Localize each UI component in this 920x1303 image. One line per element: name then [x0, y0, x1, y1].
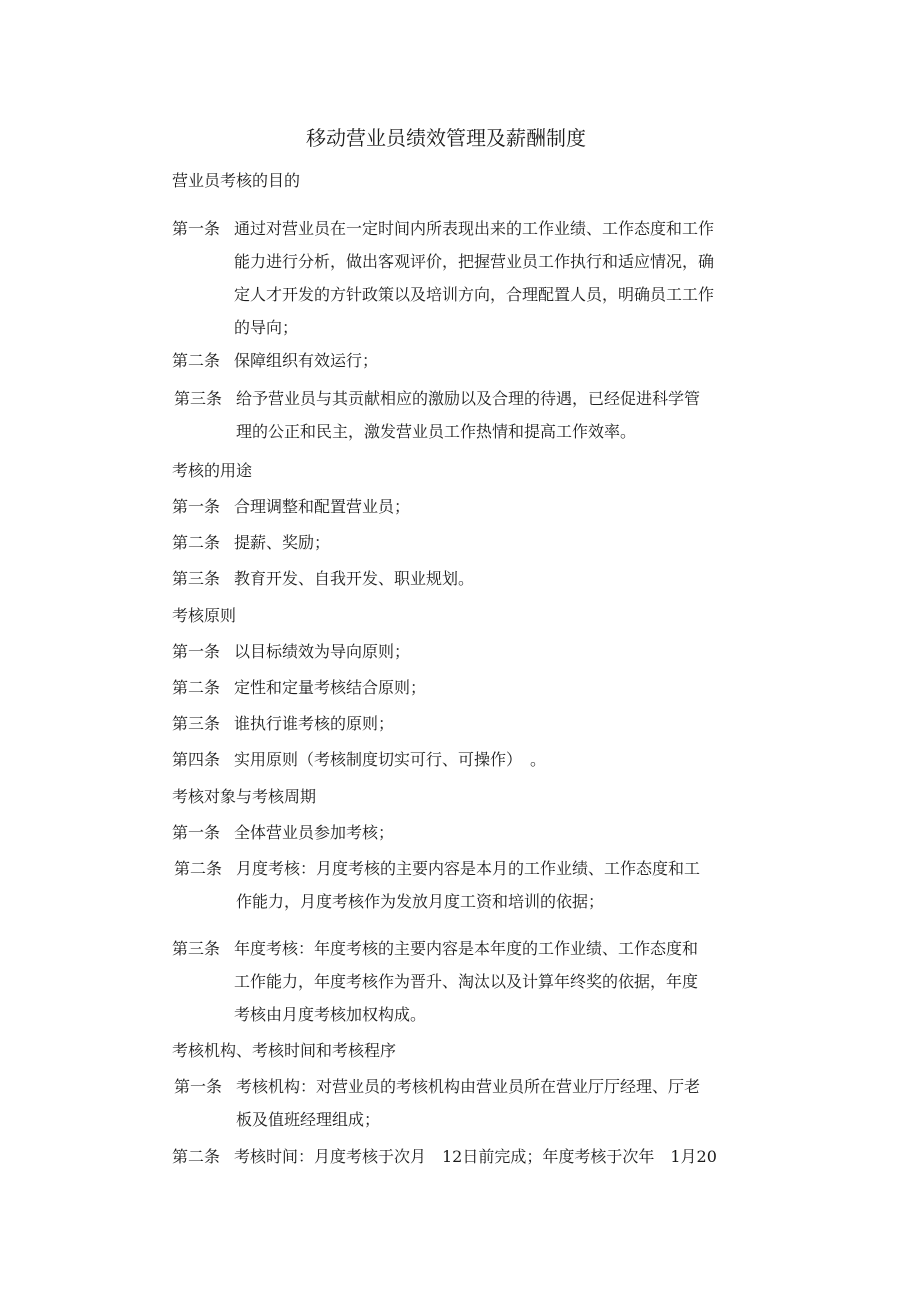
article-text: [236, 382, 776, 448]
article: [172, 212, 792, 344]
text-line: 年度考核：年度考核的主要内容是本年度的工作业绩、工作态度和: [234, 939, 699, 958]
text-line: 板及值班经理组成；: [236, 1110, 381, 1129]
article-number: 第三条: [172, 939, 221, 958]
article-number: 第三条: [172, 714, 221, 733]
article-text: [236, 852, 776, 918]
article: [172, 526, 792, 559]
text-line: 通过对营业员在一定时间内所表现出来的工作业绩、工作态度和工作: [234, 219, 715, 238]
article-text: [234, 932, 774, 1031]
article-text: 保障组织有效运行；: [234, 351, 379, 370]
article-text: 合理调整和配置营业员；: [234, 497, 411, 516]
article: [172, 671, 792, 704]
article-text: [234, 212, 774, 344]
article-text: 教育开发、自我开发、职业规划。: [234, 569, 475, 588]
article: [172, 635, 792, 668]
article: [172, 816, 792, 849]
section-heading: 考核对象与考核周期: [172, 787, 317, 806]
article-text: 谁执行谁考核的原则；: [234, 714, 395, 733]
article-text: [236, 1070, 776, 1136]
article: [172, 743, 792, 776]
article-number: 第二条: [174, 859, 223, 878]
section-heading: 考核的用途: [172, 461, 253, 480]
document-title: 移动营业员绩效管理及薪酬制度: [306, 126, 586, 150]
article: [172, 707, 792, 740]
text-line: 作能力，月度考核作为发放月度工资和培训的依据；: [236, 892, 605, 911]
article-number: 第二条: [172, 351, 221, 370]
article-number: 第一条: [172, 823, 221, 842]
article-number: 第三条: [172, 569, 221, 588]
article-text: 实用原则（考核制度切实可行、可操作） 。: [234, 750, 547, 769]
article-number: 第二条: [172, 1147, 221, 1166]
article-number: 第一条: [172, 219, 221, 238]
article: [172, 562, 792, 595]
article-number: 第二条: [172, 678, 221, 697]
text-line: 月度考核：月度考核的主要内容是本月的工作业绩、工作态度和工: [236, 859, 701, 878]
article-text: 以目标绩效为导向原则；: [234, 642, 411, 661]
article-text: 考核时间：月度考核于次月 12日前完成；年度考核于次年 1月20: [234, 1147, 717, 1166]
text-line: 工作能力，年度考核作为晋升、淘汰以及计算年终奖的依据，年度: [234, 972, 699, 991]
article-number: 第三条: [174, 389, 223, 408]
article-number: 第四条: [172, 750, 221, 769]
article-text: 提薪、奖励；: [234, 533, 331, 552]
article-text: 全体营业员参加考核；: [234, 823, 395, 842]
section-heading: 考核机构、考核时间和考核程序: [172, 1041, 397, 1060]
article: [172, 1140, 792, 1173]
text-line: 定人才开发的方针政策以及培训方向，合理配置人员，明确员工工作: [234, 285, 715, 304]
article-number: 第一条: [174, 1077, 223, 1096]
article: [172, 1070, 792, 1136]
text-line: 考核机构：对营业员的考核机构由营业员所在营业厅厅经理、厅老: [236, 1077, 701, 1096]
section-heading: 考核原则: [172, 606, 237, 625]
text-line: 的导向；: [234, 318, 299, 337]
text-line: 考核由月度考核加权构成。: [234, 1005, 427, 1024]
article-number: 第二条: [172, 533, 221, 552]
article-text: 定性和定量考核结合原则；: [234, 678, 427, 697]
article: [172, 344, 792, 377]
section-heading: 营业员考核的目的: [172, 171, 301, 190]
text-line: 给予营业员与其贡献相应的激励以及合理的待遇，已经促进科学管: [236, 389, 701, 408]
article: [172, 382, 792, 448]
article: [172, 932, 792, 1031]
text-line: 能力进行分析，做出客观评价，把握营业员工作执行和适应情况，确: [234, 252, 715, 271]
article: [172, 490, 792, 523]
article-number: 第一条: [172, 642, 221, 661]
article-number: 第一条: [172, 497, 221, 516]
text-line: 理的公正和民主，激发营业员工作热情和提高工作效率。: [236, 422, 637, 441]
article: [172, 852, 792, 918]
